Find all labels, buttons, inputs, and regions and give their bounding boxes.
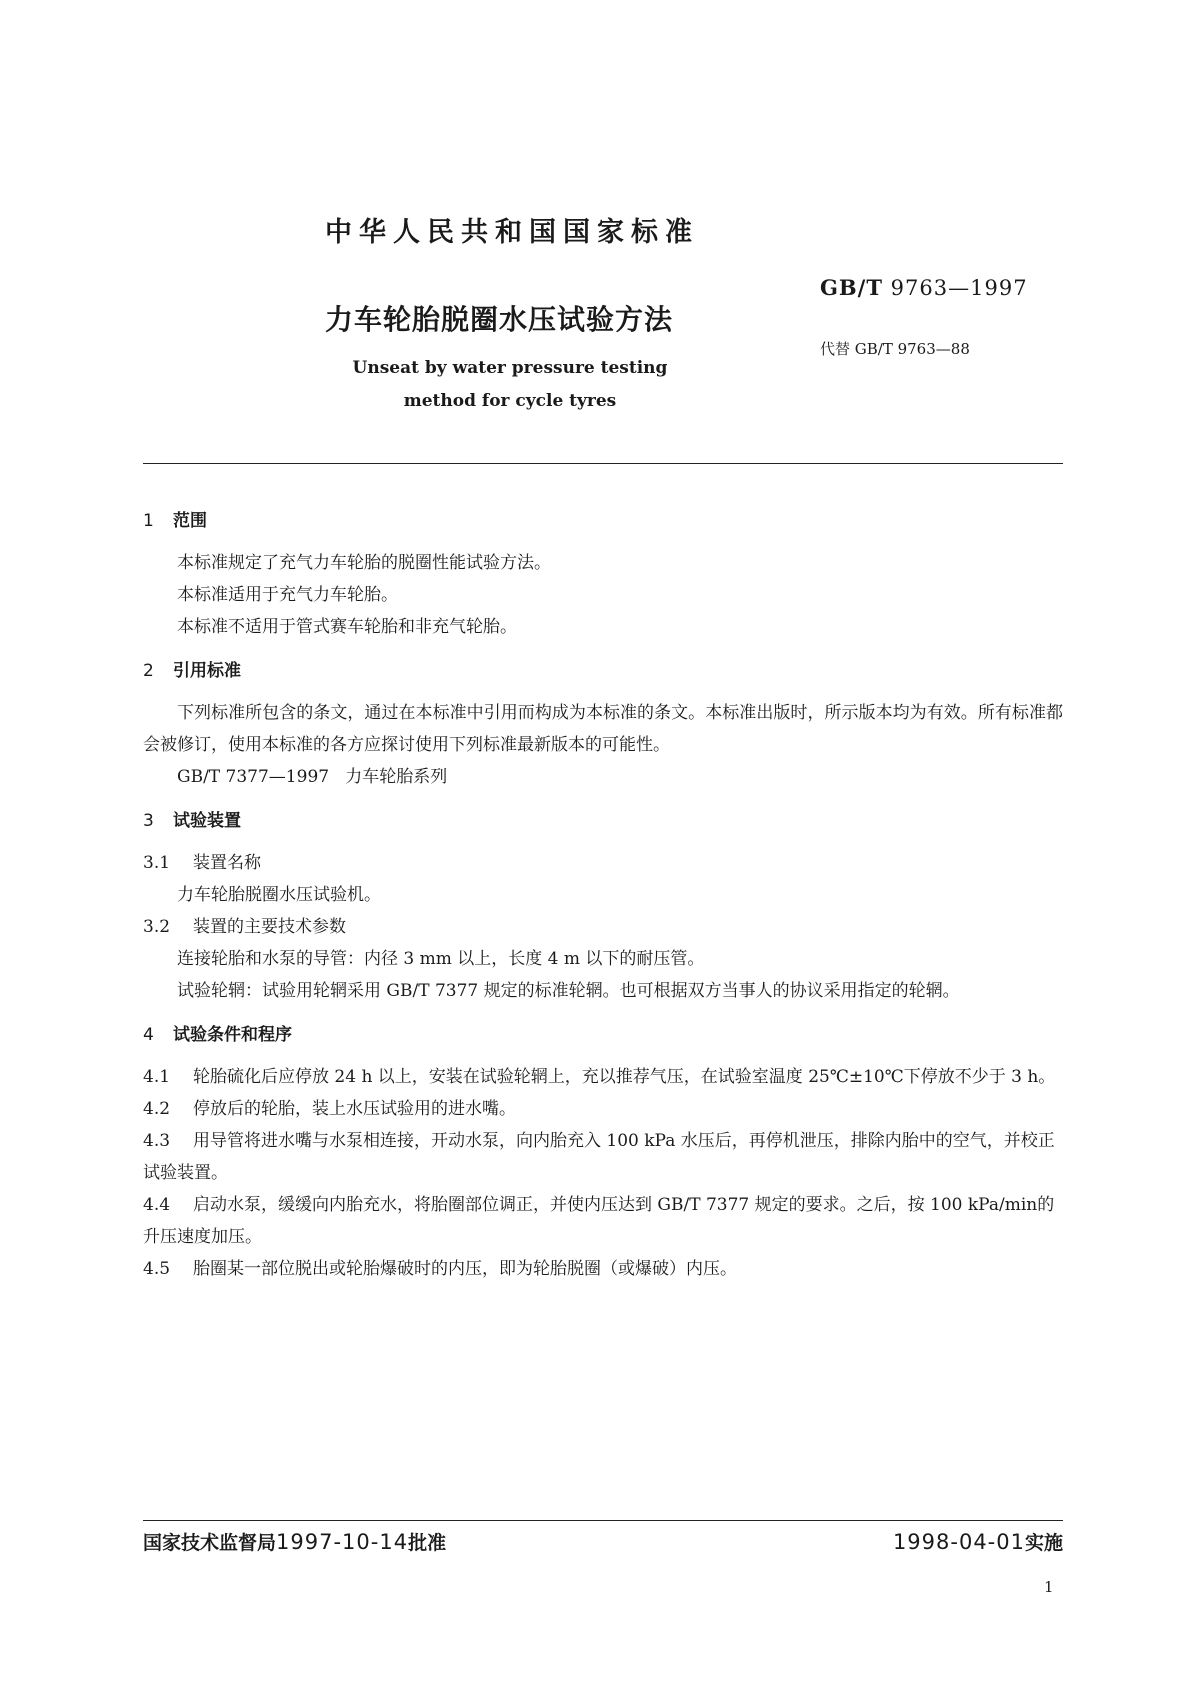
clause-4-5-number: 4.5: [143, 1259, 171, 1279]
section-1-paragraph: 本标准规定了充气力车轮胎的脱圈性能试验方法。: [177, 553, 551, 573]
approval-date: 1997-10-14: [276, 1530, 409, 1554]
clause-4-2-text: 停放后的轮胎，装上水压试验用的进水嘴。: [193, 1099, 516, 1119]
clause-4-1: [143, 1061, 1063, 1093]
implementation-suffix: 实施: [1024, 1532, 1063, 1554]
clause-4-1-text: 轮胎硫化后应停放 24 h 以上，安装在试验轮辋上，充以推荐气压，在试验室温度 25℃±10℃下停放不少于 3 h。: [193, 1067, 1056, 1087]
page-number: 1: [1044, 1578, 1054, 1596]
section-1-heading: [143, 505, 1063, 537]
header-divider: [143, 463, 1063, 464]
section-3-title: 试验装置: [173, 811, 241, 831]
clause-4-5: [143, 1253, 1063, 1285]
approval-suffix: 批准: [408, 1532, 447, 1554]
clause-4-1-number: 4.1: [143, 1067, 171, 1087]
document-title-en-line1: Unseat by water pressure testing: [352, 358, 668, 378]
clause-4-4: [143, 1189, 1063, 1253]
document-body: [143, 505, 1063, 1285]
document-title-zh: 力车轮胎脱圈水压试验方法: [325, 303, 674, 336]
approver: 国家技术监督局: [143, 1532, 277, 1554]
section-2-paragraph: 下列标准所包含的条文，通过在本标准中引用而构成为本标准的条文。本标准出版时，所示版本均为有效。所有标准都会被修订，使用本标准的各方应探讨使用下列标准最新版本的可能性。: [143, 703, 1063, 755]
clause-4-2: [143, 1093, 1063, 1125]
subsection-3-1-number: 3.1: [143, 853, 171, 873]
subsection-3-2-paragraph: 连接轮胎和水泵的导管：内径 3 mm 以上，长度 4 m 以下的耐压管。: [177, 949, 705, 969]
standard-code: [820, 275, 1028, 300]
section-1-number: 1: [143, 511, 154, 531]
section-1-paragraph: 本标准不适用于管式赛车轮胎和非充气轮胎。: [177, 617, 517, 637]
subsection-3-2-number: 3.2: [143, 917, 171, 937]
standard-code-number: 9763—1997: [890, 276, 1028, 300]
section-3-heading: [143, 805, 1063, 837]
section-4-heading: [143, 1019, 1063, 1051]
subsection-3-2-heading: [143, 911, 1063, 943]
section-4-number: 4: [143, 1025, 154, 1045]
subsection-3-1-title: 装置名称: [193, 853, 261, 873]
referenced-standard: [143, 761, 1063, 793]
section-4-title: 试验条件和程序: [173, 1025, 292, 1045]
referenced-standard-title: 力车轮胎系列: [345, 767, 448, 787]
standard-code-prefix: GB/T: [820, 275, 883, 300]
implementation-date: 1998-04-01: [892, 1530, 1025, 1554]
approval-line: [143, 1528, 446, 1555]
replaces-standard: 代替 GB/T 9763—88: [820, 340, 970, 358]
implementation-line: [893, 1528, 1063, 1555]
clause-4-4-text: 启动水泵，缓缓向内胎充水，将胎圈部位调正，并使内压达到 GB/T 7377 规定的要求。之后，按 100 kPa/min的升压速度加压。: [143, 1195, 1055, 1247]
section-1-title: 范围: [173, 511, 207, 531]
referenced-standard-code: GB/T 7377—1997: [177, 767, 330, 787]
national-standard-heading: 中华人民共和国国家标准: [325, 217, 699, 248]
clause-4-3-number: 4.3: [143, 1131, 171, 1151]
document-title-en-line2: method for cycle tyres: [403, 391, 617, 411]
section-2-title: 引用标准: [173, 661, 241, 681]
subsection-3-2-paragraph: 试验轮辋：试验用轮辋采用 GB/T 7377 规定的标准轮辋。也可根据双方当事人的协议采用指定的轮辋。: [177, 981, 960, 1001]
subsection-3-1-text: 力车轮胎脱圈水压试验机。: [177, 885, 381, 905]
clause-4-4-number: 4.4: [143, 1195, 171, 1215]
subsection-3-1-heading: [143, 847, 1063, 879]
subsection-3-2-title: 装置的主要技术参数: [193, 917, 346, 937]
clause-4-3-text: 用导管将进水嘴与水泵相连接，开动水泵，向内胎充入 100 kPa 水压后，再停机泄压，排除内胎中的空气，并校正试验装置。: [143, 1131, 1055, 1183]
section-2-heading: [143, 655, 1063, 687]
clause-4-2-number: 4.2: [143, 1099, 171, 1119]
clause-4-3: [143, 1125, 1063, 1189]
section-3-number: 3: [143, 811, 154, 831]
section-1-paragraph: 本标准适用于充气力车轮胎。: [177, 585, 398, 605]
footer-divider: [143, 1520, 1063, 1521]
section-2-number: 2: [143, 661, 154, 681]
clause-4-5-text: 胎圈某一部位脱出或轮胎爆破时的内压，即为轮胎脱圈（或爆破）内压。: [193, 1259, 737, 1279]
